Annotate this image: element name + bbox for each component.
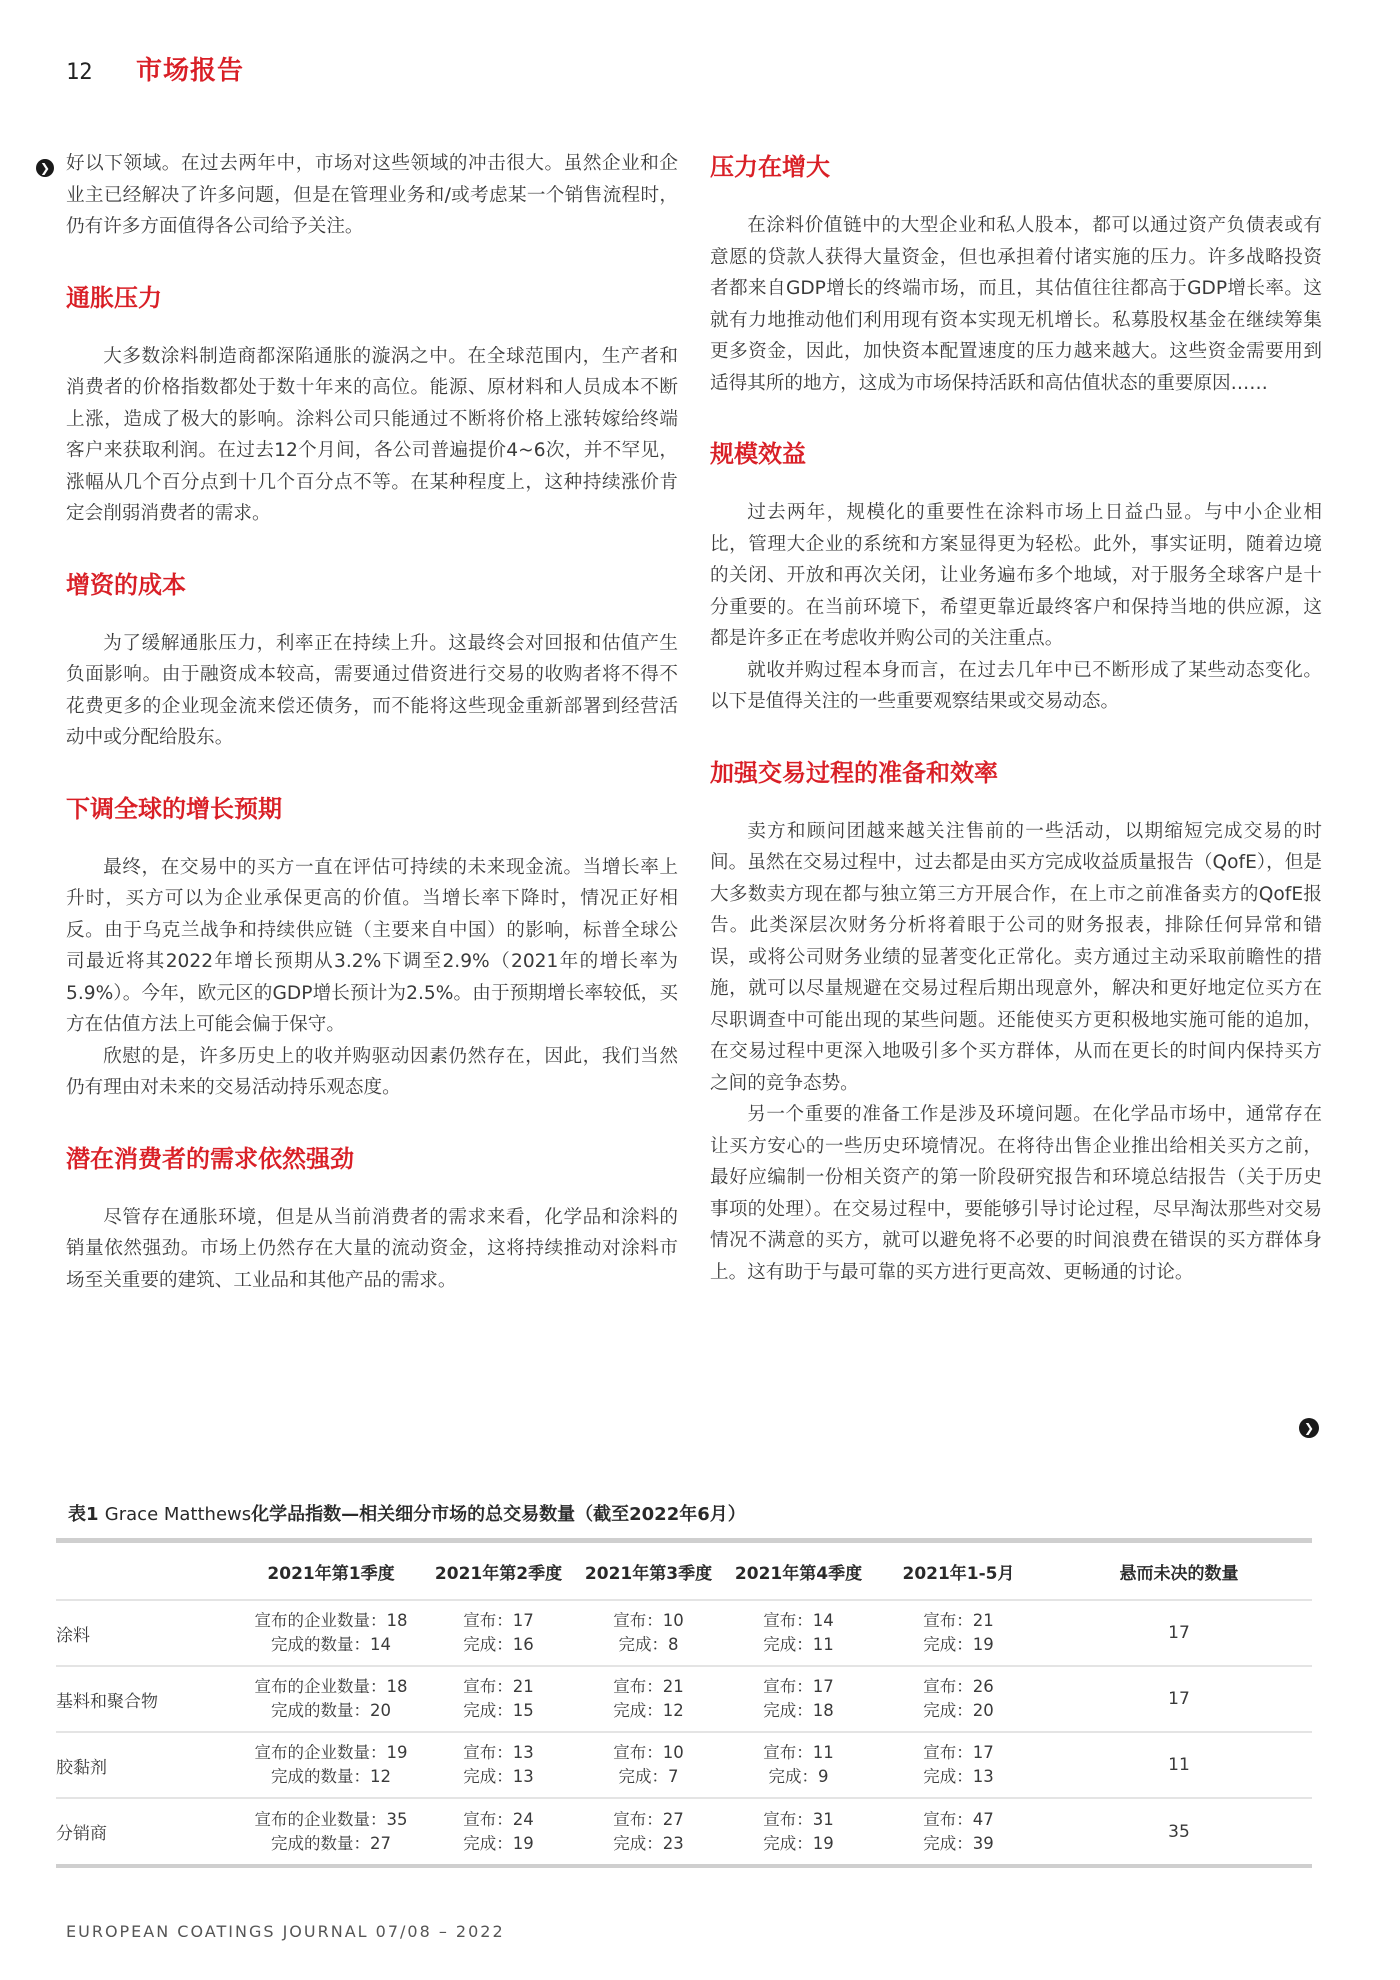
table bbox=[56, 1543, 1312, 1864]
column-header: 2021年第1季度 bbox=[267, 1563, 395, 1584]
announced-count: 宣布：31 bbox=[763, 1809, 834, 1829]
pending-count: 17 bbox=[1168, 1623, 1190, 1643]
completed-count: 完成：39 bbox=[923, 1833, 994, 1853]
left-column bbox=[66, 148, 678, 1296]
paragraph: 欣慰的是，许多历史上的收并购驱动因素仍然存在，因此，我们当然仍有理由对未来的交易活动持乐观态度。 bbox=[66, 1045, 678, 1098]
announced-count: 宣布的企业数量：18 bbox=[254, 1611, 408, 1630]
completed-count: 完成：7 bbox=[618, 1767, 679, 1786]
table-row bbox=[56, 1666, 1312, 1732]
completed-count: 完成：8 bbox=[618, 1635, 679, 1654]
completed-count: 完成的数量：20 bbox=[271, 1701, 391, 1720]
announced-count: 宣布：21 bbox=[613, 1677, 684, 1696]
intro-paragraph: 好以下领域。在过去两年中，市场对这些领域的冲击很大。虽然企业和企业主已经解决了许多问题，但是在管理业务和/或考虑某一个销售流程时，仍有许多方面值得各公司给予关注。 bbox=[66, 153, 678, 237]
table-row bbox=[56, 1798, 1312, 1864]
table-cell bbox=[571, 1666, 726, 1732]
paragraph: 大多数涂料制造商都深陷通胀的漩涡之中。在全球范围内，生产者和消费者的价格指数都处于数十年来的高位。能源、原材料和人员成本不断上涨，造成了极大的影响。涂料公司只能通过不断将价格上涨转嫁给终端客户来获取利润。在过去12个月间，各公司普遍提价4~6次，并不罕见，涨幅从几个百分点到十几个百分点不等。在某种程度上，这种持续涨价肯定会削弱消费者的需求。 bbox=[66, 345, 678, 524]
right-column bbox=[710, 150, 1322, 1288]
table-cell bbox=[426, 1666, 571, 1732]
announced-count: 宣布：24 bbox=[463, 1809, 534, 1829]
table-cell bbox=[871, 1732, 1046, 1798]
table-cell bbox=[236, 1798, 426, 1864]
pending-count: 11 bbox=[1168, 1755, 1190, 1775]
table-row bbox=[56, 1732, 1312, 1798]
continued-arrow-icon: ❯ bbox=[36, 159, 54, 177]
completed-count: 完成：13 bbox=[923, 1767, 994, 1786]
page-number: 12 bbox=[66, 60, 93, 85]
completed-count: 完成的数量：12 bbox=[271, 1767, 391, 1786]
column-header bbox=[56, 1543, 236, 1600]
table-caption bbox=[68, 1500, 1312, 1526]
announced-count: 宣布的企业数量：18 bbox=[254, 1677, 408, 1696]
table-cell bbox=[871, 1600, 1046, 1666]
completed-count: 完成：23 bbox=[613, 1833, 684, 1853]
completed-count: 完成：19 bbox=[923, 1635, 994, 1654]
announced-count: 宣布：21 bbox=[923, 1611, 994, 1630]
paragraph: 为了缓解通胀压力，利率正在持续上升。这最终会对回报和估值产生负面影响。由于融资成本较高，需要通过借资进行交易的收购者将不得不花费更多的企业现金流来偿还债务，而不能将这些现金重新部署到经营活动中或分配给股东。 bbox=[66, 632, 678, 748]
paragraph: 就收并购过程本身而言，在过去几年中已不断形成了某些动态变化。以下是值得关注的一些重要观察结果或交易动态。 bbox=[710, 659, 1322, 712]
paragraph: 卖方和顾问团越来越关注售前的一些活动，以期缩短完成交易的时间。虽然在交易过程中，过去都是由买方完成收益质量报告（QofE），但是大多数卖方现在都与独立第三方开展合作，在上市之前准备卖方的QofE报告。此类深层次财务分析将着眼于公司的财务报表，排除任何异常和错误，或将公司财务业绩的显著变化正常化。卖方通过主动采取前瞻性的措施，就可以尽量规避在交易过程后期出现意外，解决和更好地定位买方在尽职调查中可能出现的某些问题。还能使买方更积极地实施可能的追加，在交易过程中更深入地吸引多个买方群体，从而在更长的时间内保持买方之间的竞争态势。 bbox=[710, 820, 1322, 1094]
table-caption-brand: Grace Matthews bbox=[104, 1504, 252, 1525]
table-bottom-rule bbox=[56, 1864, 1312, 1868]
table-cell bbox=[871, 1798, 1046, 1864]
completed-count: 完成：9 bbox=[768, 1767, 829, 1786]
table-cell bbox=[726, 1600, 871, 1666]
completed-count: 完成的数量：27 bbox=[271, 1833, 391, 1853]
table-caption-prefix: 表1 bbox=[68, 1504, 105, 1525]
table-cell bbox=[426, 1732, 571, 1798]
completed-count: 完成：11 bbox=[763, 1635, 834, 1654]
table-cell bbox=[571, 1732, 726, 1798]
paragraph: 尽管存在通胀环境，但是从当前消费者的需求来看，化学品和涂料的销量依然强劲。市场上仍然存在大量的流动资金，这将持续推动对涂料市场至关重要的建筑、工业品和其他产品的需求。 bbox=[66, 1206, 678, 1291]
table-cell bbox=[726, 1732, 871, 1798]
announced-count: 宣布：26 bbox=[923, 1677, 994, 1696]
announced-count: 宣布：17 bbox=[463, 1611, 534, 1630]
paragraph: 过去两年，规模化的重要性在涂料市场上日益凸显。与中小企业相比，管理大企业的系统和方案显得更为轻松。此外，事实证明，随着边境的关闭、开放和再次关闭，让业务遍布多个地域，对于服务全球客户是十分重要的。在当前环境下，希望更靠近最终客户和保持当地的供应源，这都是许多正在考虑收并购公司的关注重点。 bbox=[710, 502, 1322, 649]
row-category: 基料和聚合物 bbox=[56, 1691, 158, 1712]
announced-count: 宣布：27 bbox=[613, 1809, 684, 1829]
journal-footer: EUROPEAN COATINGS JOURNAL 07/08 – 2022 bbox=[66, 1922, 505, 1941]
heading-consumer-demand: 潜在消费者的需求依然强劲 bbox=[66, 1144, 354, 1173]
announced-count: 宣布：13 bbox=[463, 1743, 534, 1762]
heading-growth-forecast: 下调全球的增长预期 bbox=[66, 794, 282, 823]
column-header: 2021年第3季度 bbox=[584, 1563, 713, 1584]
page-header bbox=[66, 50, 244, 90]
completed-count: 完成的数量：14 bbox=[271, 1635, 391, 1654]
paragraph: 最终，在交易中的买方一直在评估可持续的未来现金流。当增长率上升时，买方可以为企业承保更高的价值。当增长率下降时，情况正好相反。由于乌克兰战争和持续供应链（主要来自中国）的影响，标普全球公司最近将其2022年增长预期从3.2%下调至2.9%（2021年的增长率为5.9%）。今年，欧元区的GDP增长预计为2.5%。由于预期增长率较低，买方在估值方法上可能会偏于保守。 bbox=[66, 856, 678, 1035]
row-category: 涂料 bbox=[56, 1625, 90, 1646]
completed-count: 完成：19 bbox=[763, 1833, 834, 1853]
table-cell bbox=[426, 1600, 571, 1666]
completed-count: 完成：13 bbox=[463, 1767, 534, 1786]
heading-increasing-pressure: 压力在增大 bbox=[710, 153, 830, 181]
completed-count: 完成：12 bbox=[613, 1701, 684, 1720]
table-cell bbox=[571, 1798, 726, 1864]
table-cell bbox=[236, 1600, 426, 1666]
completed-count: 完成：16 bbox=[463, 1635, 534, 1654]
heading-capital-cost: 增资的成本 bbox=[66, 570, 186, 599]
column-header: 悬而未决的数量 bbox=[1119, 1563, 1239, 1584]
table-cell bbox=[236, 1732, 426, 1798]
heading-transaction-preparation: 加强交易过程的准备和效率 bbox=[710, 758, 998, 787]
table-header-row bbox=[56, 1543, 1312, 1600]
pending-count: 35 bbox=[1168, 1821, 1190, 1842]
pending-count: 17 bbox=[1168, 1689, 1190, 1709]
row-category: 胶黏剂 bbox=[56, 1757, 107, 1778]
announced-count: 宣布：47 bbox=[923, 1809, 994, 1829]
completed-count: 完成：19 bbox=[463, 1833, 534, 1853]
table-cell bbox=[571, 1600, 726, 1666]
announced-count: 宣布的企业数量：35 bbox=[254, 1809, 408, 1829]
announced-count: 宣布：11 bbox=[763, 1743, 834, 1762]
paragraph: 另一个重要的准备工作是涉及环境问题。在化学品市场中，通常存在让买方安心的一些历史环境情况。在将待出售企业推出给相关买方之前，最好应编制一份相关资产的第一阶段研究报告和环境总结报告（关于历史事项的处理）。在交易过程中，要能够引导讨论过程，尽早淘汰那些对交易情况不满意的买方，就可以避免将不必要的时间浪费在错误的买方群体身上。这有助于与最可靠的买方进行更高效、更畅通的讨论。 bbox=[710, 1104, 1322, 1283]
completed-count: 完成：15 bbox=[463, 1701, 534, 1720]
completed-count: 完成：18 bbox=[763, 1701, 834, 1720]
announced-count: 宣布：21 bbox=[463, 1677, 534, 1696]
table-cell bbox=[426, 1798, 571, 1864]
announced-count: 宣布的企业数量：19 bbox=[254, 1743, 408, 1762]
announced-count: 宣布：17 bbox=[763, 1677, 834, 1696]
table-row bbox=[56, 1600, 1312, 1666]
table-cell bbox=[726, 1798, 871, 1864]
table-cell bbox=[726, 1666, 871, 1732]
announced-count: 宣布：17 bbox=[923, 1743, 994, 1762]
deal-count-table bbox=[56, 1500, 1312, 1868]
column-header: 2021年第4季度 bbox=[734, 1563, 863, 1584]
section-label: 市场报告 bbox=[136, 56, 245, 86]
table-caption-text: 化学品指数—相关细分市场的总交易数量（截至2022年6月） bbox=[251, 1504, 746, 1525]
paragraph: 在涂料价值链中的大型企业和私人股本，都可以通过资产负债表或有意愿的贷款人获得大量资金，但也承担着付诸实施的压力。许多战略投资者都来自GDP增长的终端市场，而且，其估值往往都高于GDP增长率。这就有力地推动他们利用现有资本实现无机增长。私募股权基金在继续筹集更多资金，因此，加快资本配置速度的压力越来越大。这些资金需要用到适得其所的地方，这成为市场保持活跃和高估值状态的重要原因…… bbox=[710, 215, 1322, 394]
table-cell bbox=[871, 1666, 1046, 1732]
announced-count: 宣布：10 bbox=[613, 1611, 684, 1630]
column-header: 2021年1-5月 bbox=[902, 1563, 1015, 1584]
heading-inflation-pressure: 通胀压力 bbox=[66, 283, 162, 312]
next-page-arrow-icon: ❯ bbox=[1299, 1418, 1319, 1438]
announced-count: 宣布：10 bbox=[613, 1743, 684, 1762]
completed-count: 完成：20 bbox=[923, 1701, 994, 1720]
announced-count: 宣布：14 bbox=[763, 1611, 834, 1630]
column-header: 2021年第2季度 bbox=[434, 1563, 563, 1584]
heading-economies-of-scale: 规模效益 bbox=[710, 440, 806, 468]
table-cell bbox=[236, 1666, 426, 1732]
row-category: 分销商 bbox=[56, 1824, 107, 1844]
